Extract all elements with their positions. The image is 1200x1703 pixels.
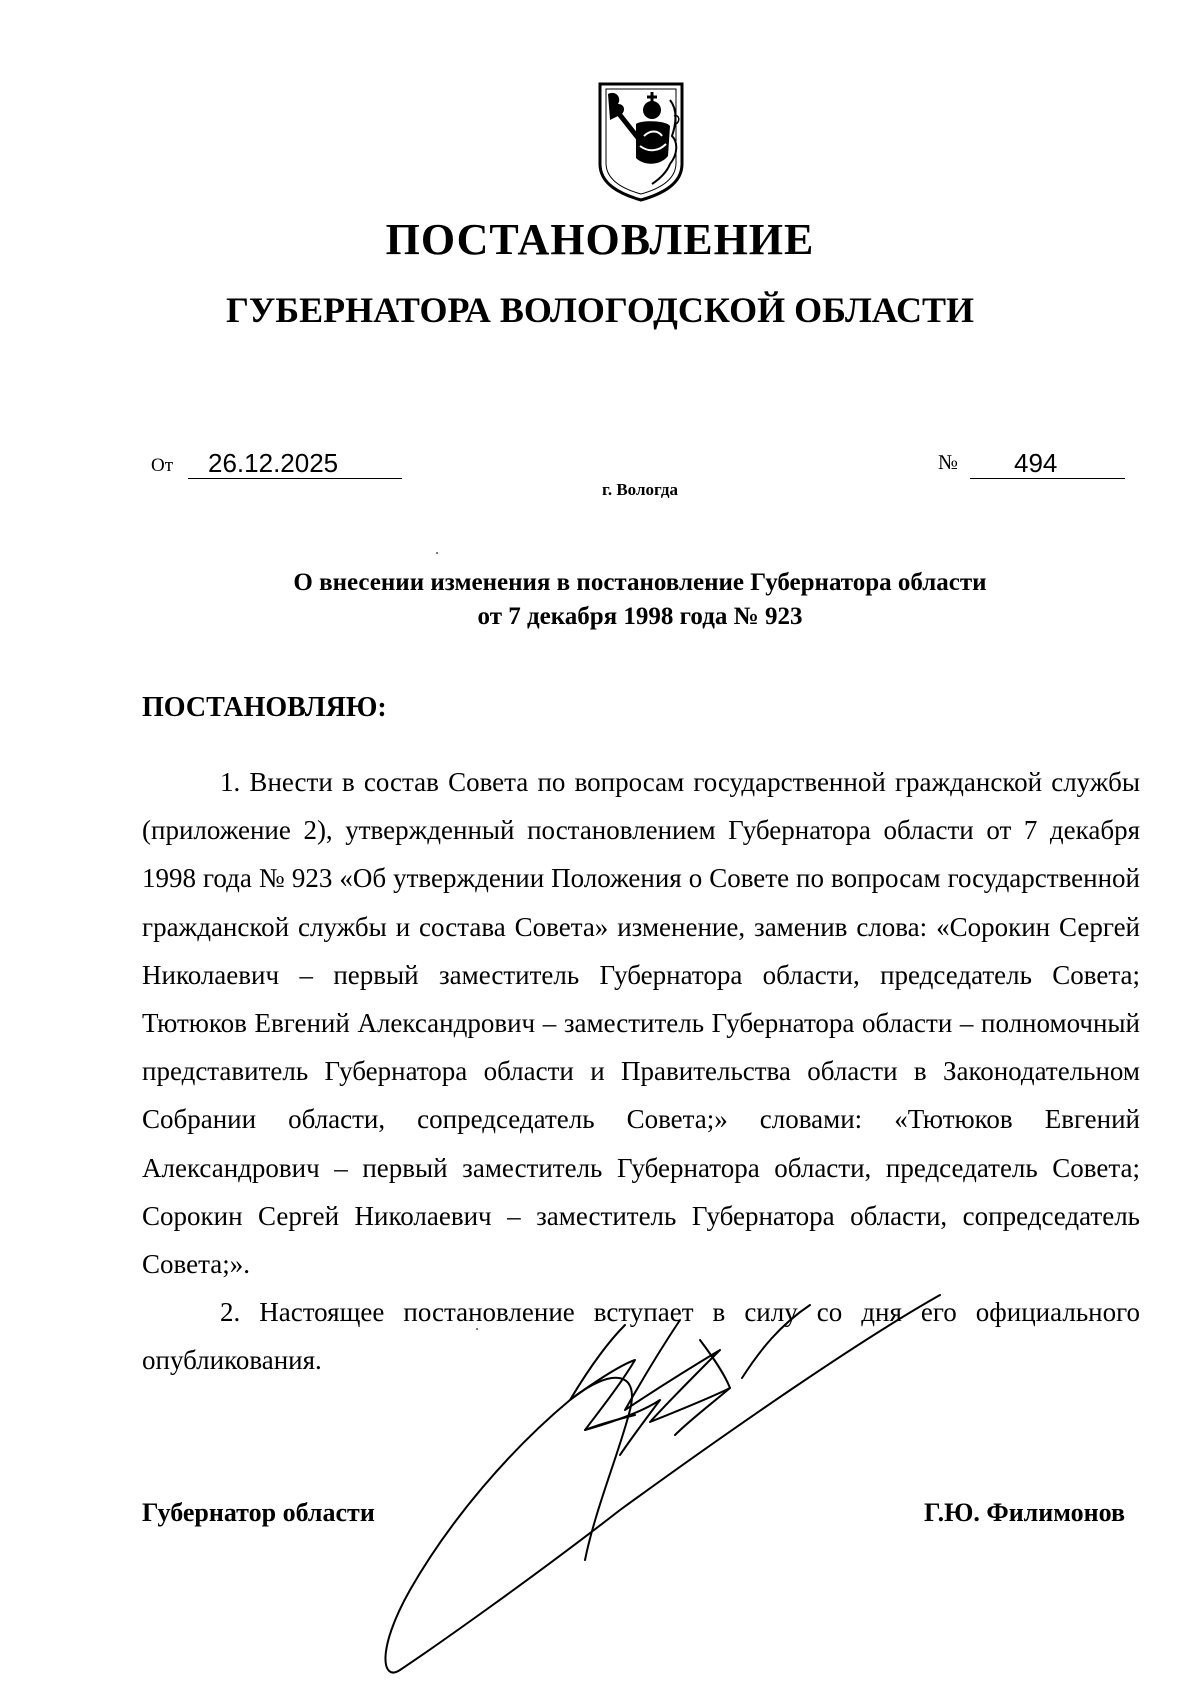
- scan-speck: [476, 1328, 478, 1330]
- document-subject: [140, 566, 1140, 634]
- issue-city: г. Вологда: [602, 480, 678, 499]
- document-date: 26.12.2025: [188, 448, 402, 479]
- signatory-name: Г.Ю. Филимонов: [923, 1498, 1125, 1527]
- document-title: ПОСТАНОВЛЕНИЕ: [385, 215, 815, 264]
- date-label: От: [151, 455, 174, 476]
- subject-line-2: от 7 декабря 1998 года № 923: [477, 603, 803, 630]
- decree-heading: ПОСТАНОВЛЯЮ:: [142, 692, 387, 723]
- subject-line-1: О внесении изменения в постановление Губернатора области: [293, 569, 987, 596]
- document-subtitle: ГУБЕРНАТОРА ВОЛОГОДСКОЙ ОБЛАСТИ: [225, 290, 975, 330]
- coat-of-arms-icon: [596, 80, 686, 202]
- signatory-position: Губернатор области: [142, 1498, 375, 1527]
- paragraph-2: 2. Настоящее постановление вступает в силу со дня его официального опубликования.: [142, 1297, 1140, 1376]
- document-number: 494: [970, 448, 1125, 479]
- paragraph-1: 1. Внести в состав Совета по вопросам государственной гражданской службы (приложение 2), утвержденный постановлением Губернатора области от 7 декабря 1998 года № 923 «Об утверждении Положения о Совете по вопросам государственной гражданской службы и состава Совета» изменение, заменив слова: «Сорокин Сергей Николаевич – первый заместитель Губернатора области, председатель Совета; Тютюков Евгений Александрович – заместитель Губернатора области – полномочный представитель Губернатора области и Правительства области в Законодательном Собрании области, сопредседатель Совета;» словами: «Тютюков Евгений Александрович – первый заместитель Губернатора области, председатель Совета; Сорокин Сергей Николаевич – заместитель Губернатора области, сопредседатель Совета;».: [142, 767, 1140, 1280]
- handwritten-signature-icon: [380, 1250, 960, 1680]
- scan-speck: [436, 552, 438, 554]
- number-label: №: [938, 450, 959, 474]
